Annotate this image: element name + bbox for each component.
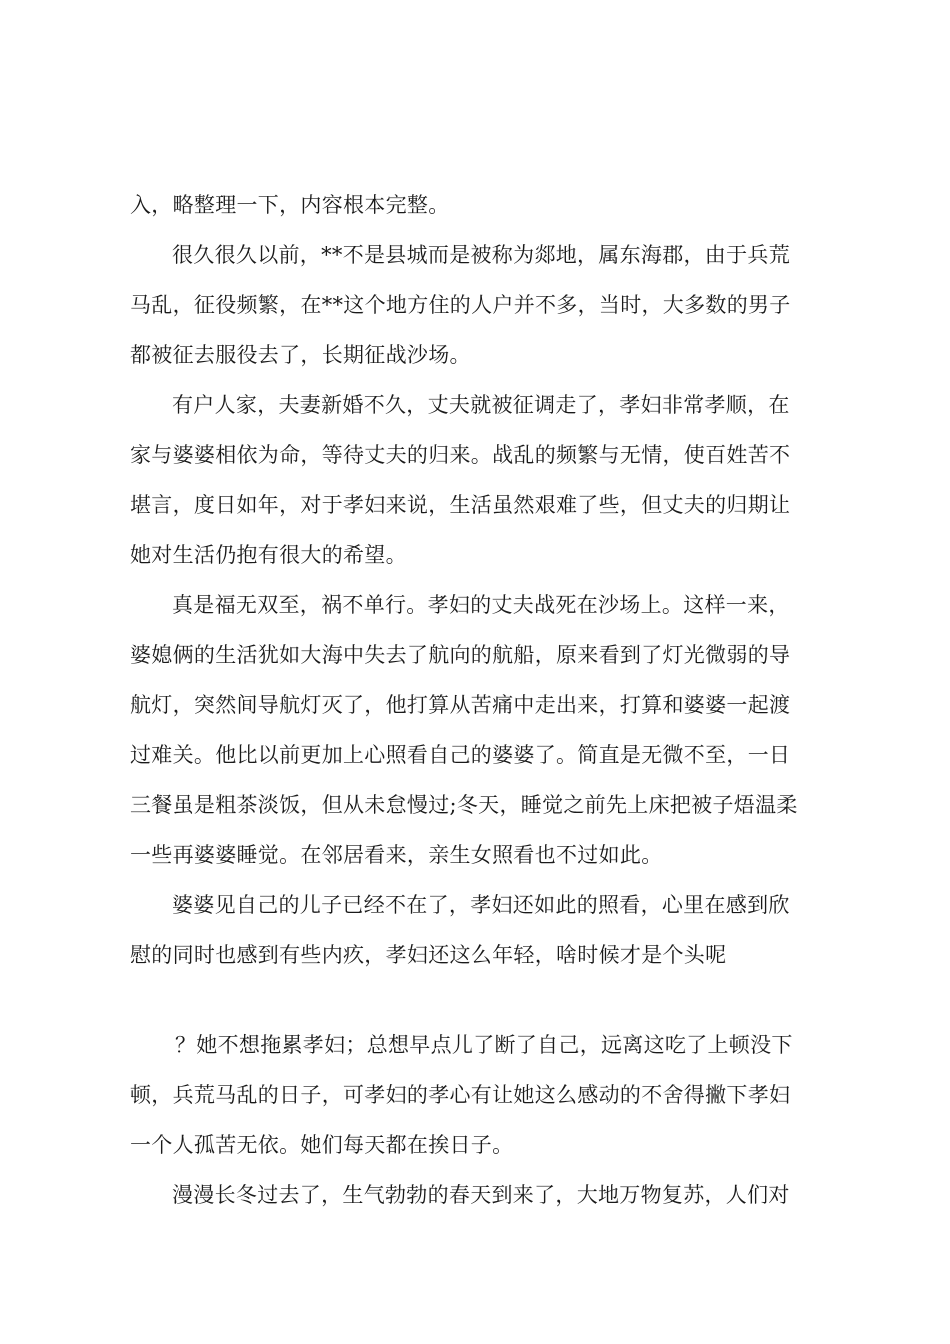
paragraph-start-line: 有户人家，夫妻新婚不久，丈夫就被征调走了，孝妇非常孝顺，在: [172, 393, 790, 417]
text-line: 三餐虽是粗茶淡饭，但从未怠慢过;冬天，睡觉之前先上床把被子焐温柔: [130, 793, 798, 817]
paragraph-start-line: 真是福无双至，祸不单行。孝妇的丈夫战死在沙场上。这样一来，: [172, 593, 790, 617]
text-line: 家与婆婆相依为命，等待丈夫的归来。战乱的频繁与无情，使百姓苦不: [130, 443, 791, 467]
text-line: 马乱，征役频繁，在**这个地方住的人户并不多，当时，大多数的男子: [130, 293, 791, 317]
text-line: 婆媳俩的生活犹如大海中失去了航向的航船，原来看到了灯光微弱的导: [130, 643, 791, 667]
text-line: 航灯，突然间导航灯灭了，他打算从苦痛中走出来，打算和婆婆一起渡: [130, 693, 791, 717]
text-line: 顿，兵荒马乱的日子，可孝妇的孝心有让她这么感动的不舍得撇下孝妇: [130, 1083, 791, 1107]
text-line: 过难关。他比以前更加上心照看自己的婆婆了。简直是无微不至，一日: [130, 743, 791, 767]
text-line: 一些再婆婆睡觉。在邻居看来，亲生女照看也不过如此。: [130, 843, 663, 867]
text-line: 都被征去服役去了，长期征战沙场。: [130, 343, 471, 367]
text-line: 慰的同时也感到有些内疚，孝妇还这么年轻，啥时候才是个头呢: [130, 943, 727, 967]
text-line: 她对生活仍抱有很大的希望。: [130, 543, 407, 567]
paragraph-start-line: ？她不想拖累孝妇；总想早点儿了断了自己，远离这吃了上顿没下: [175, 1033, 793, 1057]
paragraph-start-line: 婆婆见自己的儿子已经不在了，孝妇还如此的照看，心里在感到欣: [172, 893, 790, 917]
text-line: 堪言，度日如年，对于孝妇来说，生活虽然艰难了些，但丈夫的归期让: [130, 493, 791, 517]
paragraph-start-line: 很久很久以前，**不是县城而是被称为郯地，属东海郡，由于兵荒: [172, 243, 790, 267]
text-line: 入，略整理一下，内容根本完整。: [130, 193, 450, 217]
paragraph-start-line: 漫漫长冬过去了，生气勃勃的春天到来了，大地万物复苏，人们对: [172, 1183, 790, 1207]
text-line: 一个人孤苦无依。她们每天都在挨日子。: [130, 1133, 514, 1157]
